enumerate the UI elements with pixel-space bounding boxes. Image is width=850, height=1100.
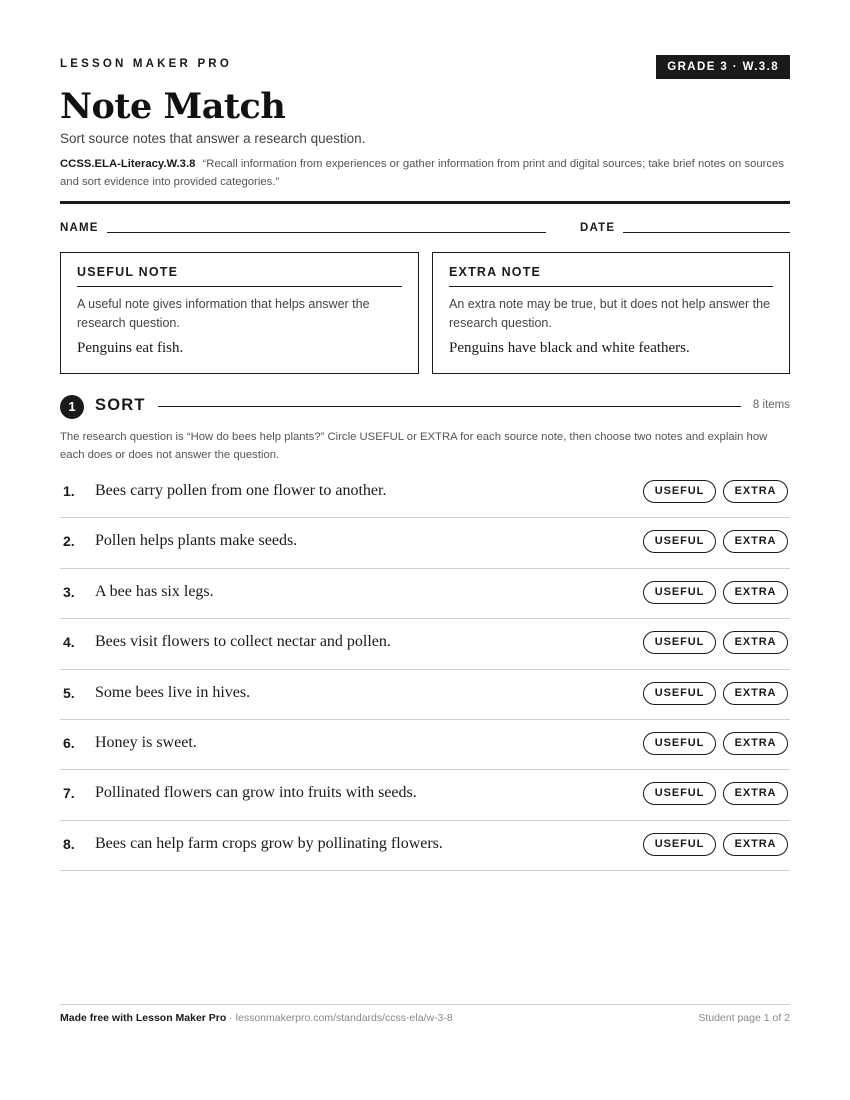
item-text: Bees can help farm crops grow by pollinating flowers. bbox=[95, 834, 443, 852]
extra-note-example: Penguins have black and white feathers. bbox=[449, 340, 690, 356]
item-text: Pollen helps plants make seeds. bbox=[95, 532, 298, 550]
useful-option[interactable]: USEFUL bbox=[643, 631, 716, 654]
standard-text: “Recall information from experiences or gather information from print and digital sources; take brief notes on sources and sort evidence into provided categories.” bbox=[60, 158, 784, 188]
useful-note-example-box bbox=[60, 252, 419, 374]
extra-option[interactable]: EXTRA bbox=[723, 732, 788, 755]
useful-option[interactable]: USEFUL bbox=[643, 682, 716, 705]
note-item bbox=[60, 619, 790, 669]
note-item bbox=[60, 821, 790, 871]
worksheet-page bbox=[60, 0, 790, 1100]
name-field[interactable] bbox=[107, 232, 546, 233]
section-number-badge: 1 bbox=[60, 395, 84, 419]
item-number: 2. bbox=[63, 533, 75, 550]
section-instructions: The research question is “How do bees help plants?” Circle USEFUL or EXTRA for each source note, then choose two notes and explain how each does or does not answer the question. bbox=[60, 431, 768, 461]
extra-note-description: An extra note may be true, but it does not help answer the research question. bbox=[449, 297, 771, 330]
item-text: Bees carry pollen from one flower to another. bbox=[95, 482, 387, 499]
useful-option[interactable]: USEFUL bbox=[643, 833, 716, 856]
useful-note-description: A useful note gives information that helps answer the research question. bbox=[77, 297, 370, 330]
extra-option[interactable]: EXTRA bbox=[723, 782, 788, 805]
section-rule bbox=[158, 406, 741, 407]
date-label: DATE bbox=[580, 222, 616, 234]
item-number: 6. bbox=[63, 734, 75, 751]
item-number: 8. bbox=[63, 835, 75, 852]
extra-option[interactable]: EXTRA bbox=[723, 581, 788, 604]
item-number: 4. bbox=[63, 634, 75, 651]
section-title: SORT bbox=[95, 396, 146, 414]
note-item bbox=[60, 569, 790, 619]
useful-option[interactable]: USEFUL bbox=[643, 581, 716, 604]
note-item bbox=[60, 468, 790, 518]
useful-option[interactable]: USEFUL bbox=[643, 480, 716, 503]
useful-note-title: USEFUL NOTE bbox=[77, 265, 402, 287]
item-text: Bees visit flowers to collect nectar and pollen. bbox=[95, 633, 391, 651]
worksheet-title: Note Match bbox=[60, 86, 286, 127]
item-count: 8 items bbox=[752, 399, 790, 411]
item-text: Pollinated flowers can grow into fruits with seeds. bbox=[95, 784, 417, 802]
useful-note-example: Penguins eat fish. bbox=[77, 340, 184, 356]
extra-option[interactable]: EXTRA bbox=[723, 631, 788, 654]
extra-option[interactable]: EXTRA bbox=[723, 833, 788, 856]
item-number: 5. bbox=[63, 684, 75, 701]
date-field[interactable] bbox=[623, 232, 790, 233]
extra-option[interactable]: EXTRA bbox=[723, 480, 788, 503]
note-item bbox=[60, 518, 790, 568]
worksheet-subtitle: Sort source notes that answer a research question. bbox=[60, 131, 366, 146]
brand-name: LESSON MAKER PRO bbox=[60, 58, 232, 70]
note-item bbox=[60, 670, 790, 720]
standard-code: CCSS.ELA-Literacy.W.3.8 bbox=[60, 158, 196, 170]
note-list bbox=[60, 468, 790, 871]
page-indicator: Student page 1 of 2 bbox=[698, 1012, 790, 1024]
item-number: 1. bbox=[63, 483, 75, 499]
footer-url: · lessonmakerpro.com/standards/ccss-ela/w-3-8 bbox=[226, 1012, 453, 1024]
note-item bbox=[60, 720, 790, 770]
extra-option[interactable]: EXTRA bbox=[723, 530, 788, 553]
grade-badge: GRADE 3 · W.3.8 bbox=[656, 55, 790, 79]
item-text: Some bees live in hives. bbox=[95, 683, 251, 701]
item-text: A bee has six legs. bbox=[95, 582, 214, 600]
note-item bbox=[60, 770, 790, 820]
name-label: NAME bbox=[60, 222, 99, 234]
extra-option[interactable]: EXTRA bbox=[723, 682, 788, 705]
item-number: 7. bbox=[63, 785, 75, 802]
useful-option[interactable]: USEFUL bbox=[643, 782, 716, 805]
extra-note-title: EXTRA NOTE bbox=[449, 265, 773, 287]
item-text: Honey is sweet. bbox=[95, 733, 197, 751]
item-number: 3. bbox=[63, 583, 75, 600]
standard-description bbox=[60, 156, 795, 191]
footer-credit bbox=[60, 1012, 453, 1024]
extra-note-example-box bbox=[432, 252, 790, 374]
footer-made-with: Made free with Lesson Maker Pro bbox=[60, 1012, 227, 1024]
header-divider bbox=[60, 201, 790, 204]
useful-option[interactable]: USEFUL bbox=[643, 732, 716, 755]
useful-option[interactable]: USEFUL bbox=[643, 530, 716, 553]
footer-divider bbox=[60, 1004, 790, 1005]
